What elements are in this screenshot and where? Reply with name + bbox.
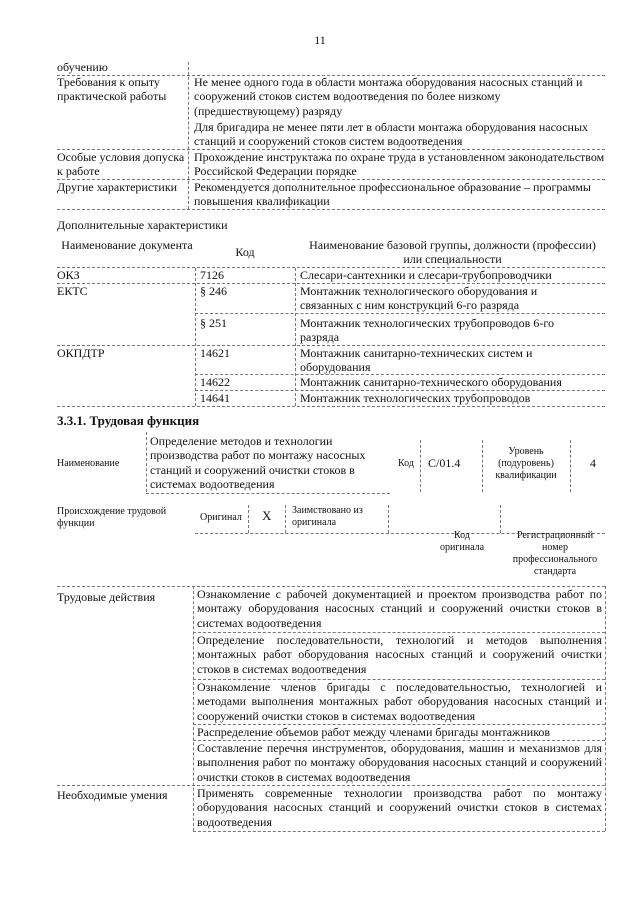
label-experience: Требования к опыту практической работы	[57, 75, 167, 104]
function-title: 3.3.1. Трудовая функция	[57, 413, 200, 428]
row-okz-doc: ОКЗ	[57, 268, 80, 282]
header-base-group: Наименование базовой группы, должности (профессии) или специальности	[309, 238, 596, 267]
function-name-value: Определение методов и технологии производства работ по монтажу насосных станций и сооружений очистки стоков в системах водоотведения	[150, 434, 366, 492]
origin-code-original-label: Код оригинала	[439, 530, 485, 553]
header-code: Код	[235, 245, 255, 259]
function-name-label: Наименование	[57, 458, 120, 469]
function-code-label: Код	[398, 458, 414, 469]
origin-reg-number-label: Регистрационный номер профессионального стандарта	[512, 530, 598, 577]
additional-characteristics-title: Дополнительные характеристики	[57, 218, 228, 232]
label-other-characteristics: Другие характеристики	[57, 180, 178, 194]
row-okpdtr-code-14622: 14622	[200, 375, 230, 389]
action-item-3: Ознакомление членов бригады с последовательностью, технологией и методами выполнения монтажных работ оборудования насосных станций и сооружений очистки стоков в системах водоотведения	[197, 680, 602, 723]
action-item-5: Составление перечня инструментов, оборудования, машин и механизмов для выполнения работ по монтажу оборудования насосных станций и сооружений очистки стоков в системах водоотведения	[197, 741, 602, 784]
row-okz-name: Слесари-сантехники и слесари-трубопроводчики	[300, 268, 552, 282]
label-training-tail: обучению	[57, 60, 108, 74]
row-okpdtr-doc: ОКПДТР	[57, 346, 105, 360]
function-level-label: Уровень (подуровень) квалификации	[495, 446, 557, 481]
row-ekts-code-251: § 251	[200, 316, 227, 330]
label-special-conditions: Особые условия допуска к работе	[57, 150, 185, 179]
skills-label: Необходимые умения	[57, 788, 168, 802]
origin-label: Происхождение трудовой функции	[57, 506, 167, 529]
row-ekts-name-246: Монтажник технологического оборудования и связанных с ним конструкций 6-го разряда	[300, 284, 538, 313]
action-item-1: Ознакомление с рабочей документацией и проектом производства работ по монтажу оборудования насосных станций и сооружений очистки стоков в системах водоотведения	[197, 587, 602, 630]
origin-original-label: Оригинал	[200, 512, 242, 523]
row-ekts-code-246: § 246	[200, 284, 227, 298]
value-experience-2: Для бригадира не менее пяти лет в области монтажа оборудования насосных станций и сооружений стоков систем водоотведения	[194, 120, 589, 149]
row-okpdtr-name-14622: Монтажник санитарно-технического оборудования	[300, 375, 562, 389]
row-ekts-name-251: Монтажник технологических трубопроводов 6-го разряда	[300, 316, 554, 345]
action-item-2: Определение последовательности, технологий и методов выполнения монтажных работ оборудования насосных станций и сооружений очистки стоков в системах водоотведения	[197, 633, 602, 676]
function-level-value: 4	[590, 456, 596, 470]
skill-item-1: Применять современные технологии производства работ по монтажу оборудования насосных станций и сооружений очистки стоков в системах водоотведения	[197, 786, 602, 829]
action-item-4: Распределение объемов работ между членами бригады монтажников	[197, 725, 551, 739]
origin-borrowed-label: Заимствовано из оригинала	[292, 505, 363, 528]
row-okpdtr-code-14621: 14621	[200, 346, 230, 360]
header-doc-name: Наименование документа	[61, 238, 193, 252]
row-okpdtr-code-14641: 14641	[200, 391, 230, 405]
row-okpdtr-name-14641: Монтажник технологических трубопроводов	[300, 391, 531, 405]
actions-label: Трудовые действия	[57, 590, 156, 604]
row-okz-code: 7126	[200, 268, 224, 282]
value-other-characteristics: Рекомендуется дополнительное профессиональное образование – программы повышения квалификации	[194, 180, 591, 209]
page-number: 11	[314, 33, 326, 47]
function-code-value: C/01.4	[428, 456, 461, 470]
row-ekts-doc: ЕКТС	[57, 284, 88, 298]
value-special-conditions: Прохождение инструктажа по охране труда в установленном законодательством Российской Федерации порядке	[194, 150, 605, 179]
origin-original-mark: X	[262, 508, 272, 523]
value-experience-1: Не менее одного года в области монтажа оборудования насосных станций и сооружений стоков систем водоотведения по более низкому (предшествующему) разряду	[194, 75, 583, 118]
row-okpdtr-name-14621: Монтажник санитарно-технических систем и оборудования	[300, 346, 533, 375]
